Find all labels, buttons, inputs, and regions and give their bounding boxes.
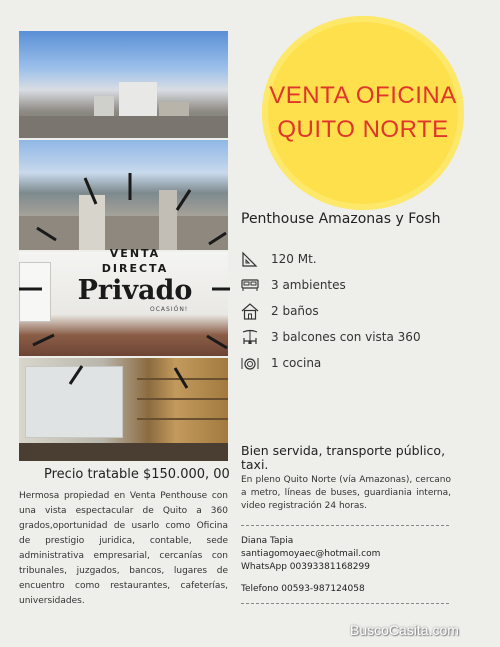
bed-icon xyxy=(241,276,259,294)
direct-sale-stamp xyxy=(70,247,200,306)
feature-item xyxy=(241,246,481,272)
contact-phone[interactable]: Telefono 00593-987124058 xyxy=(241,584,365,594)
contact-name: Diana Tapia xyxy=(241,536,294,546)
city-skyline-photo xyxy=(19,31,228,138)
feature-item xyxy=(241,350,481,376)
stamp-line-privado: Privado xyxy=(77,275,193,306)
house-icon xyxy=(241,302,259,320)
ruler-triangle-icon xyxy=(241,250,259,268)
mountain-view-photo xyxy=(19,140,228,250)
services-heading: Bien servida, transporte público, taxi. xyxy=(241,443,446,472)
services-text: En pleno Quito Norte (vía Amazonas), cercano a metro, líneas de buses, guardiania interna, video registración 24 horas. xyxy=(241,475,451,511)
stamp-line-venta: VENTA xyxy=(109,247,161,260)
price-text: Precio tratable $150.000, 00 xyxy=(44,467,230,482)
property-description: Hermosa propiedad en Venta Penthouse con una vista espectacular de Quito a 360 grados,oportunidad de usarlo como Oficina de prestigio juridica, contable, sede administrativa empresarial, cercanías con tribunales, juzgados, bancos, lugares de encuentro como restaurantes, cafeterías, universidades. xyxy=(19,491,228,606)
property-title: Penthouse Amazonas y Fosh xyxy=(241,211,441,227)
feature-label: 120 Mt. xyxy=(271,252,317,266)
site-watermark: BuscoCasita.com xyxy=(350,622,459,638)
badge-title-line1: VENTA OFICINA xyxy=(269,82,457,109)
divider-bottom xyxy=(241,603,449,604)
title-badge xyxy=(262,16,464,210)
stamp-line-directa: DIRECTA xyxy=(101,262,169,275)
office-interior-photo xyxy=(19,358,228,461)
divider-top xyxy=(241,525,449,526)
photo-column xyxy=(19,31,228,461)
contact-whatsapp[interactable]: WhatsApp 00393381168299 xyxy=(241,562,370,572)
feature-label: 3 balcones con vista 360 xyxy=(271,330,421,344)
feature-label: 3 ambientes xyxy=(271,278,346,292)
feature-item xyxy=(241,272,481,298)
feature-label: 2 baños xyxy=(271,304,319,318)
balcony-chair-icon xyxy=(241,328,259,346)
feature-label: 1 cocina xyxy=(271,356,322,370)
photo-brand-text: OCASIÓN! xyxy=(150,306,189,313)
feature-item xyxy=(241,298,481,324)
contact-block xyxy=(241,535,380,574)
feature-item xyxy=(241,324,481,350)
badge-title-line2: QUITO NORTE xyxy=(277,116,449,143)
contact-email[interactable]: santiagomoyaec@hotmail.com xyxy=(241,549,381,559)
feature-list xyxy=(241,246,481,376)
stove-icon xyxy=(241,354,259,372)
